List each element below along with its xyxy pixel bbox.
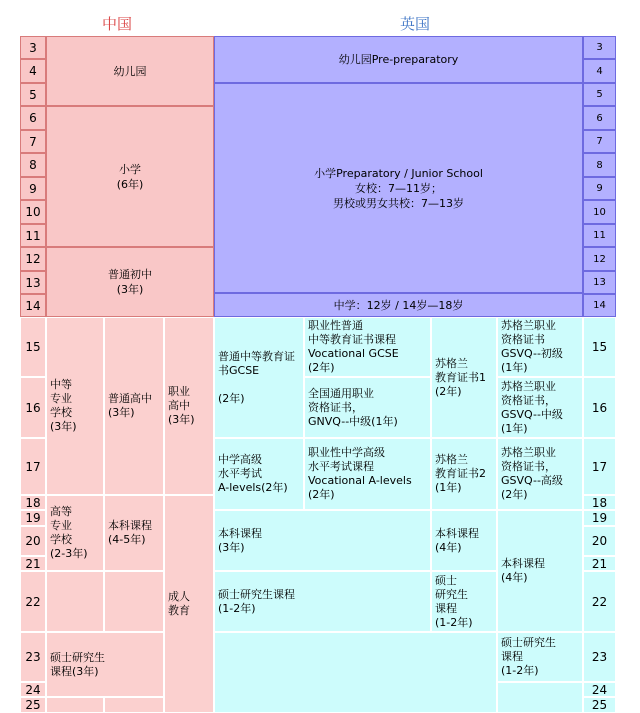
china-age-label: 20 <box>20 526 46 556</box>
uk-age-label: 12 <box>583 247 616 271</box>
uk-age-label: 24 <box>583 682 616 697</box>
uk-undergraduate-3yr: 本科课程 (3年) <box>214 510 431 571</box>
uk-age-label: 19 <box>583 510 616 526</box>
china-age-label: 22 <box>20 571 46 632</box>
uk-age-label: 18 <box>583 495 616 510</box>
china-age-label: 16 <box>20 377 46 438</box>
uk-age-label: 22 <box>583 571 616 632</box>
uk-age-label: 21 <box>583 556 616 571</box>
china-kindergarten: 幼儿园 <box>46 36 214 106</box>
uk-age-label: 7 <box>583 130 616 153</box>
uk-scotland-cert-1: 苏格兰 教育证书1 (2年) <box>431 317 497 438</box>
china-secondary-vocational: 中等 专业 学校 (3年) <box>46 317 104 495</box>
china-junior-middle: 普通初中 (3年) <box>46 247 214 317</box>
uk-gsvq-advanced: 苏格兰职业 资格证书， GSVQ--高级 (2年) <box>497 438 583 510</box>
uk-undergraduate-4yr-b: 本科课程 (4年) <box>497 510 583 632</box>
china-age-label: 24 <box>20 682 46 697</box>
china-vocational-high: 职业 高中 (3年) <box>164 317 214 495</box>
china-age-label: 23 <box>20 632 46 682</box>
uk-masters-1-2yr: 硕士研究生课程 (1-2年) <box>214 571 431 632</box>
china-age-label: 13 <box>20 271 46 294</box>
uk-header: 英国 <box>399 14 430 33</box>
china-age-label: 12 <box>20 247 46 271</box>
uk-gsvq-basic: 苏格兰职业 资格证书 GSVQ--初级 (1年) <box>497 317 583 377</box>
uk-scotland-cert-2: 苏格兰 教育证书2 (1年) <box>431 438 497 510</box>
china-age-label: 10 <box>20 200 46 224</box>
china-age-label: 15 <box>20 317 46 377</box>
uk-age-label: 11 <box>583 224 616 247</box>
uk-gcse: 普通中等教育证 书GCSE (2年) <box>214 317 304 438</box>
china-age-label: 17 <box>20 438 46 495</box>
china-age-label: 7 <box>20 130 46 153</box>
uk-age-label: 15 <box>583 317 616 377</box>
china-age-label: 18 <box>20 495 46 510</box>
uk-age-label: 17 <box>583 438 616 495</box>
uk-age-label: 10 <box>583 200 616 224</box>
china-primary: 小学 (6年) <box>46 106 214 247</box>
uk-age-label: 3 <box>583 36 616 59</box>
uk-age-label: 4 <box>583 59 616 83</box>
uk-masters-b: 硕士研究生 课程 (1-2年) <box>497 632 583 682</box>
uk-age-label: 13 <box>583 271 616 294</box>
uk-empty-cell <box>214 632 497 713</box>
china-age-label: 5 <box>20 83 46 106</box>
china-age-label: 8 <box>20 153 46 177</box>
china-age-label: 4 <box>20 59 46 83</box>
china-undergraduate: 本科课程 (4-5年) <box>104 495 164 571</box>
china-age-label: 21 <box>20 556 46 571</box>
china-age-label: 14 <box>20 294 46 317</box>
china-age-label: 11 <box>20 224 46 247</box>
uk-gsvq-intermediate: 苏格兰职业 资格证书， GSVQ--中级 (1年) <box>497 377 583 438</box>
china-empty-cell <box>104 697 164 713</box>
china-empty-cell <box>46 697 104 713</box>
uk-age-label: 6 <box>583 106 616 130</box>
uk-a-levels: 中学高级 水平考试 A-levels(2年) <box>214 438 304 510</box>
china-general-high: 普通高中 (3年) <box>104 317 164 495</box>
uk-age-label: 20 <box>583 526 616 556</box>
china-higher-vocational: 高等 专业 学校 (2-3年) <box>46 495 104 571</box>
uk-masters-a: 硕士 研究生 课程 (1-2年) <box>431 571 497 632</box>
china-adult-education: 成人 教育 <box>164 495 214 713</box>
china-empty-cell <box>46 571 104 632</box>
uk-gnvq: 全国通用职业 资格证书， GNVQ--中级(1年) <box>304 377 431 438</box>
uk-age-label: 14 <box>583 294 616 317</box>
china-age-label: 9 <box>20 177 46 200</box>
uk-empty-cell <box>497 682 583 713</box>
china-age-label: 6 <box>20 106 46 130</box>
uk-vocational-gcse: 职业性普通 中等教育证书课程 Vocational GCSE (2年) <box>304 317 431 377</box>
china-age-label: 3 <box>20 36 46 59</box>
uk-prep-school: 小学Preparatory / Junior School 女校：7—11岁； 男校或男女共校：7—13岁 <box>214 83 583 293</box>
uk-age-label: 16 <box>583 377 616 438</box>
uk-age-label: 25 <box>583 697 616 713</box>
uk-pre-prep: 幼儿园Pre-preparatory <box>214 36 583 83</box>
uk-vocational-a-levels: 职业性中学高级 水平考试课程 Vocational A-levels (2年) <box>304 438 431 510</box>
china-masters: 硕士研究生 课程(3年) <box>46 632 164 697</box>
china-age-label: 19 <box>20 510 46 526</box>
uk-age-label: 23 <box>583 632 616 682</box>
uk-age-label: 8 <box>583 153 616 177</box>
china-header: 中国 <box>101 14 132 33</box>
china-age-label: 25 <box>20 697 46 713</box>
uk-undergraduate-4yr-a: 本科课程 (4年) <box>431 510 497 571</box>
china-empty-cell <box>104 571 164 632</box>
uk-age-label: 9 <box>583 177 616 200</box>
uk-age-label: 5 <box>583 83 616 106</box>
uk-secondary: 中学：12岁 / 14岁—18岁 <box>214 293 583 317</box>
